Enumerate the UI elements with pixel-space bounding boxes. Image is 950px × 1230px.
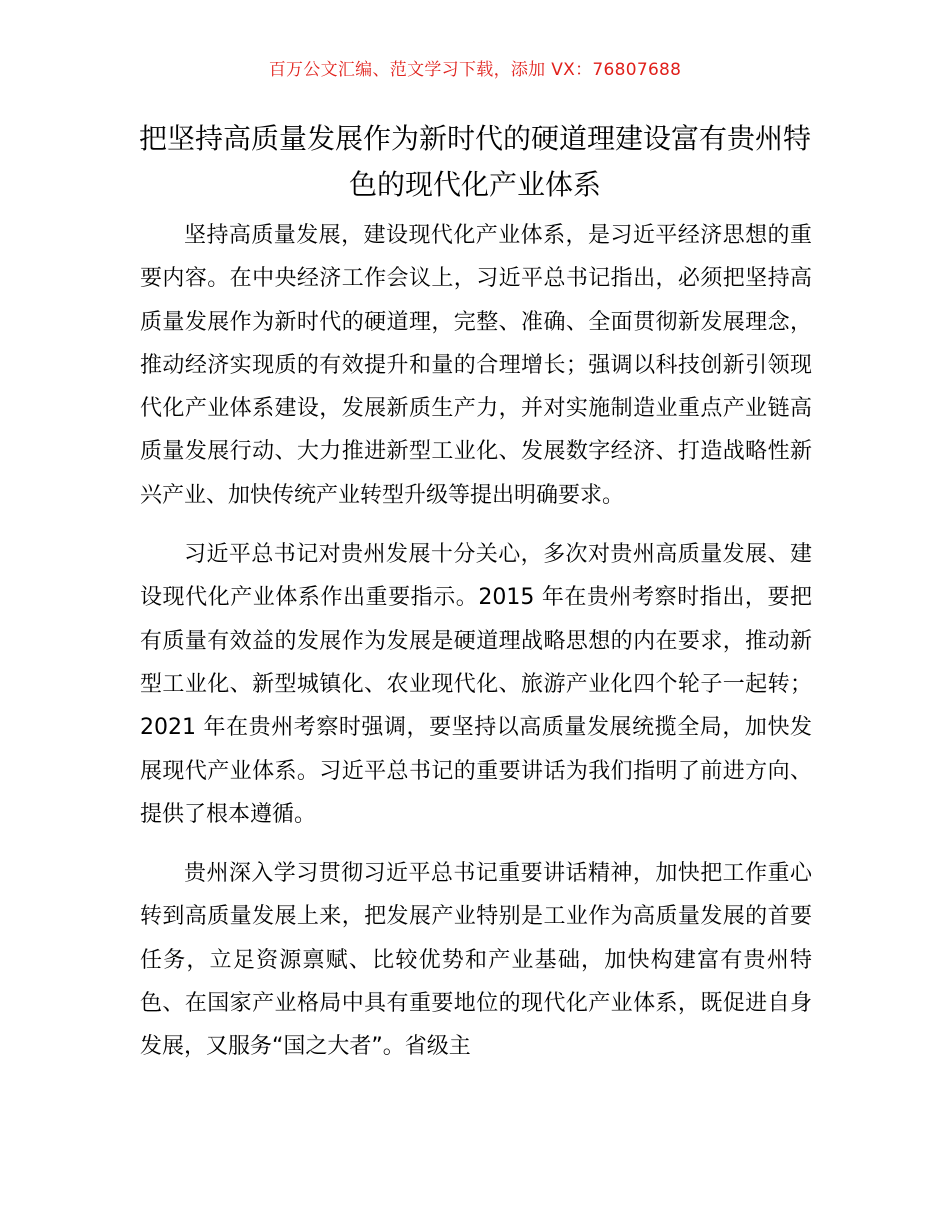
header-promo-note: 百万公文汇编、范文学习下载，添加 VX：76807688 <box>268 60 682 80</box>
paragraph-3: 贵州深入学习贯彻习近平总书记重要讲话精神，加快把工作重心转到高质量发展上来，把发展产业特别是工业作为高质量发展的首要任务，立足资源禀赋、比较优势和产业基础，加快构建富有贵州特色、在国家产业格局中具有重要地位的现代化产业体系，既促进自身发展，又服务“国之大者”。省级主 <box>140 861 812 1060</box>
paragraph-1: 坚持高质量发展，建设现代化产业体系，是习近平经济思想的重要内容。在中央经济工作会议上，习近平总书记指出，必须把坚持高质量发展作为新时代的硬道理，完整、准确、全面贯彻新发展理念，推动经济实现质的有效提升和量的合理增长；强调以科技创新引领现代化产业体系建设，发展新质生产力，并对实施制造业重点产业链高质量发展行动、大力推进新型工业化、发展数字经济、打造战略性新兴产业、加快传统产业转型升级等提出明确要求。 <box>140 223 812 508</box>
document-body <box>140 214 812 1085</box>
document-title: 把坚持高质量发展作为新时代的硬道理建设富有贵州特色的现代化产业体系 <box>138 122 811 201</box>
paragraph-2: 习近平总书记对贵州发展十分关心，多次对贵州高质量发展、建设现代化产业体系作出重要指示。2015 年在贵州考察时指出，要把有质量有效益的发展作为发展是硬道理战略思想的内在要求，推动新型工业化、新型城镇化、农业现代化、旅游产业化四个轮子一起转；2021 年在贵州考察时强调，要坚持以高质量发展统揽全局，加快发展现代产业体系。习近平总书记的重要讲话为我们指明了前进方向、提供了根本遵循。 <box>140 542 812 827</box>
